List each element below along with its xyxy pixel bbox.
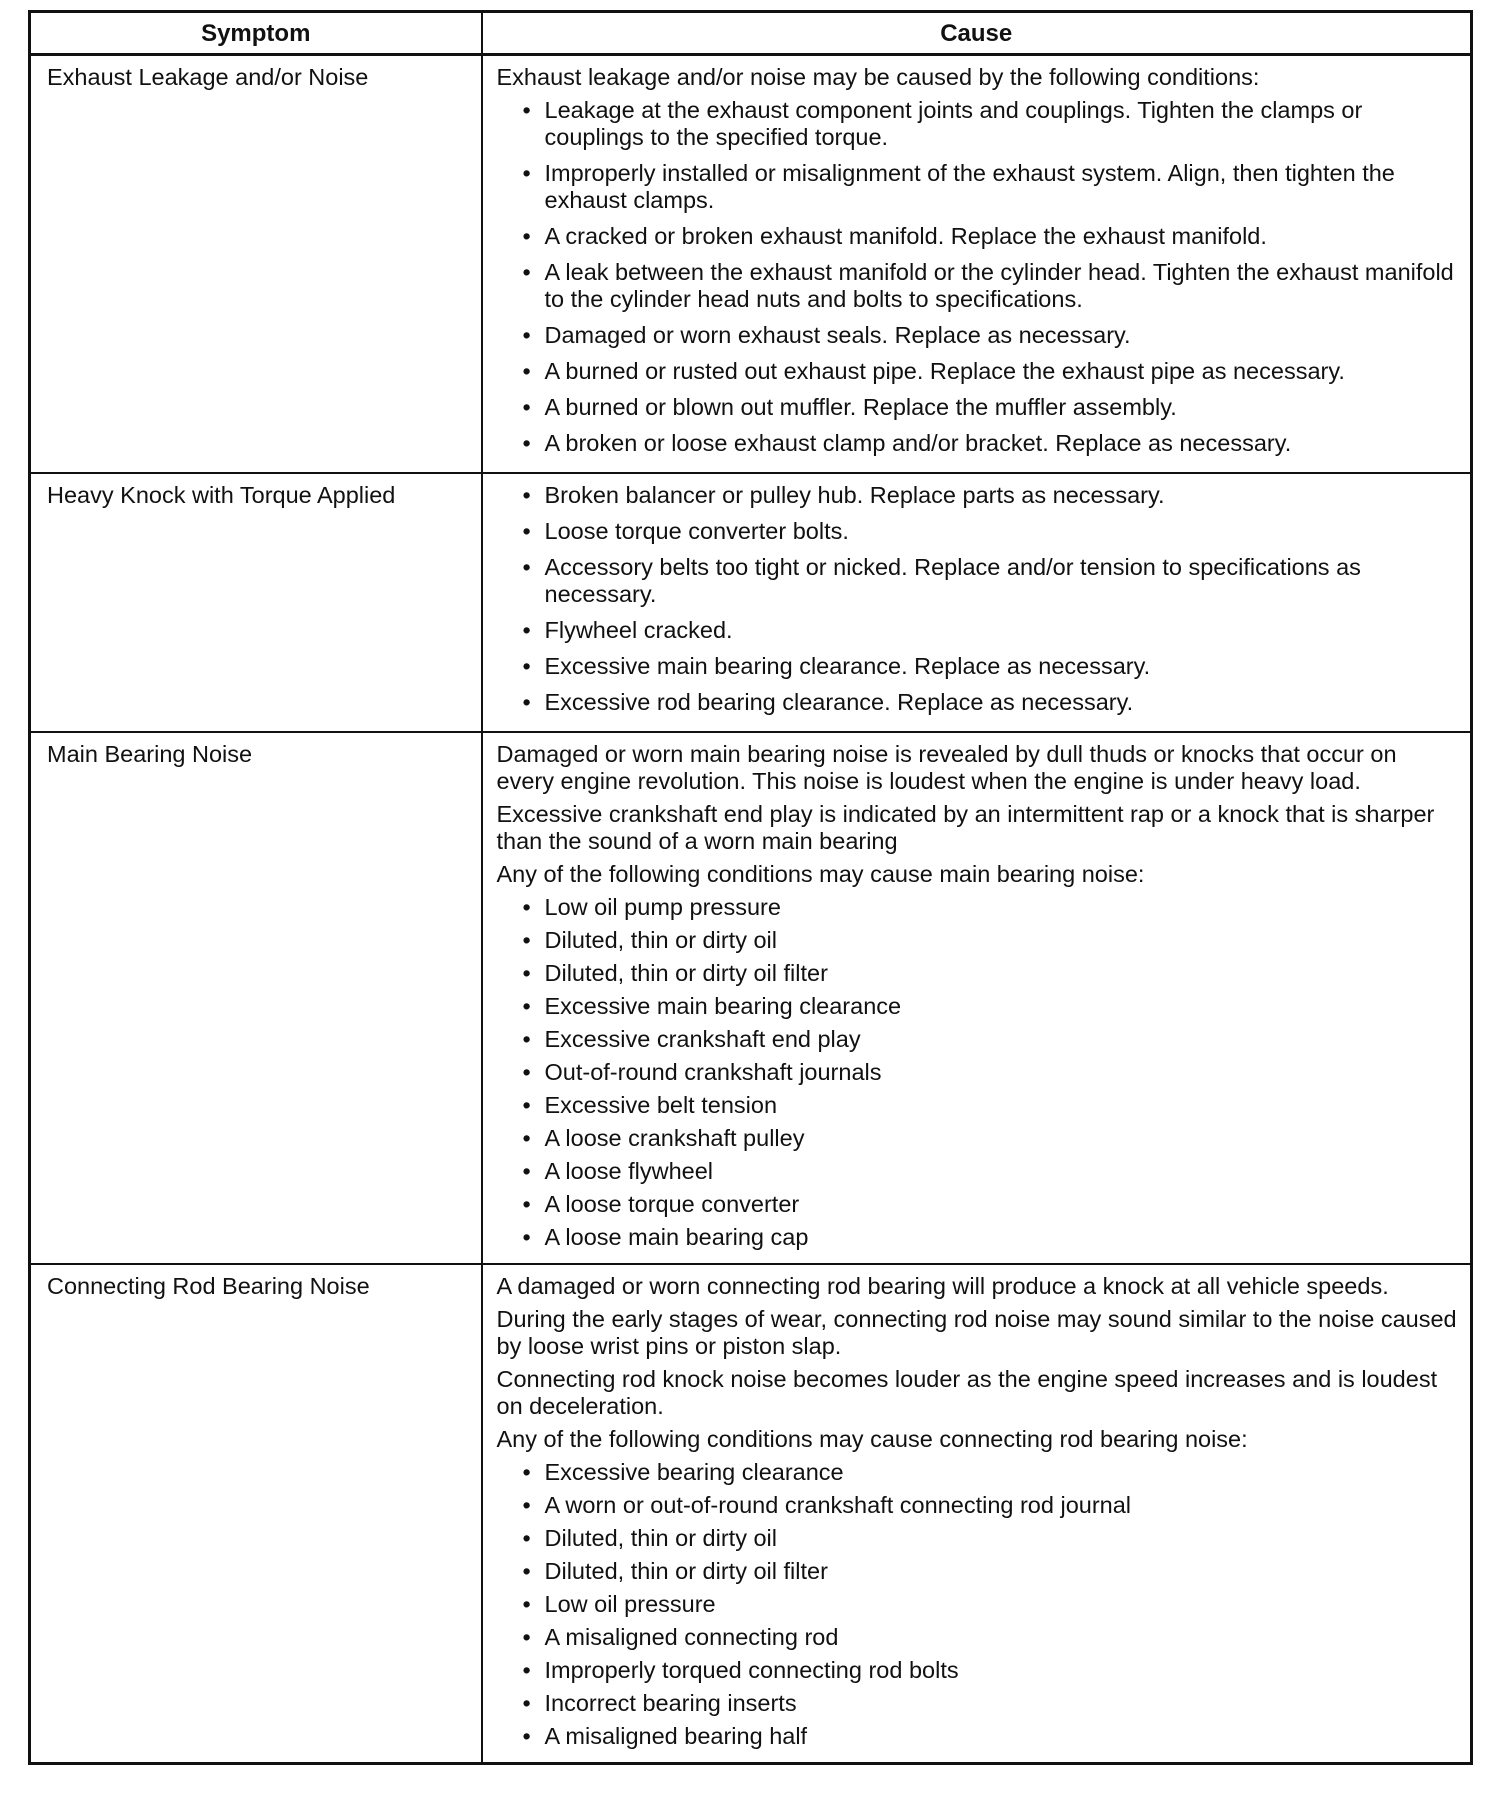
cause-paragraph: Any of the following conditions may cause main bearing noise:: [496, 861, 1145, 887]
cause-bullet-list: [497, 894, 1461, 1251]
list-item: • Flywheel cracked.: [497, 617, 1461, 644]
list-item: • Out-of-round crankshaft journals: [497, 1059, 1461, 1086]
list-item: • Diluted, thin or dirty oil: [497, 927, 1461, 954]
list-item: • Diluted, thin or dirty oil: [497, 1525, 1461, 1552]
symptom-cell: Exhaust Leakage and/or Noise: [30, 55, 482, 474]
list-item: • Incorrect bearing inserts: [497, 1690, 1461, 1717]
list-item: • Loose torque converter bolts.: [497, 518, 1461, 545]
table-row: [30, 732, 1472, 1264]
list-item: • Accessory belts too tight or nicked. Replace and/or tension to specifications as necessary.: [497, 554, 1461, 608]
list-item: • A misaligned bearing half: [497, 1723, 1461, 1750]
cause-column-header: Cause: [482, 12, 1472, 55]
list-item: • Leakage at the exhaust component joints and couplings. Tighten the clamps or couplings to the specified torque.: [497, 97, 1461, 151]
list-item: • Low oil pump pressure: [497, 894, 1461, 921]
cause-paragraph: Damaged or worn main bearing noise is revealed by dull thuds or knocks that occur on every engine revolution. This noise is loudest when the engine is under heavy load.: [496, 741, 1397, 794]
list-item: • A leak between the exhaust manifold or the cylinder head. Tighten the exhaust manifold to the cylinder head nuts and bolts to specifications.: [497, 259, 1461, 313]
list-item: • Excessive main bearing clearance: [497, 993, 1461, 1020]
symptom-cell: Heavy Knock with Torque Applied: [30, 473, 482, 732]
cause-paragraph: A damaged or worn connecting rod bearing will produce a knock at all vehicle speeds.: [496, 1273, 1389, 1299]
symptom-cell: Connecting Rod Bearing Noise: [30, 1264, 482, 1764]
cause-bullet-list: [497, 1459, 1461, 1750]
list-item: • Improperly torqued connecting rod bolts: [497, 1657, 1461, 1684]
cause-cell: [482, 473, 1472, 732]
document-page: [28, 10, 1470, 1765]
list-item: • A misaligned connecting rod: [497, 1624, 1461, 1651]
table-row: [30, 1264, 1472, 1764]
table-body: [30, 55, 1472, 1764]
cause-paragraph: Connecting rod knock noise becomes louder as the engine speed increases and is loudest on deceleration.: [496, 1366, 1438, 1419]
list-item: • Excessive main bearing clearance. Replace as necessary.: [497, 653, 1461, 680]
list-item: • Excessive belt tension: [497, 1092, 1461, 1119]
list-item: • Broken balancer or pulley hub. Replace parts as necessary.: [497, 482, 1461, 509]
cause-cell: [482, 55, 1472, 474]
list-item: • Excessive crankshaft end play: [497, 1026, 1461, 1053]
table-row: [30, 473, 1472, 732]
cause-cell: [482, 732, 1472, 1264]
diagnosis-table: [28, 10, 1473, 1765]
cause-cell: [482, 1264, 1472, 1764]
cause-paragraph: Any of the following conditions may cause connecting rod bearing noise:: [496, 1426, 1248, 1452]
list-item: • Diluted, thin or dirty oil filter: [497, 960, 1461, 987]
cause-bullet-list: [497, 97, 1461, 457]
list-item: • A loose torque converter: [497, 1191, 1461, 1218]
list-item: • A burned or blown out muffler. Replace the muffler assembly.: [497, 394, 1461, 421]
list-item: • Diluted, thin or dirty oil filter: [497, 1558, 1461, 1585]
table-row: [30, 55, 1472, 474]
cause-bullet-list: [497, 482, 1461, 716]
list-item: • Damaged or worn exhaust seals. Replace as necessary.: [497, 322, 1461, 349]
list-item: • A burned or rusted out exhaust pipe. Replace the exhaust pipe as necessary.: [497, 358, 1461, 385]
table-header-row: [30, 12, 1472, 55]
list-item: • A loose crankshaft pulley: [497, 1125, 1461, 1152]
symptom-column-header: Symptom: [30, 12, 482, 55]
list-item: • A loose flywheel: [497, 1158, 1461, 1185]
list-item: • A broken or loose exhaust clamp and/or bracket. Replace as necessary.: [497, 430, 1461, 457]
list-item: • Improperly installed or misalignment of the exhaust system. Align, then tighten the exhaust clamps.: [497, 160, 1461, 214]
cause-paragraph: Excessive crankshaft end play is indicated by an intermittent rap or a knock that is sharper than the sound of a worn main bearing: [496, 801, 1435, 854]
cause-paragraph: Exhaust leakage and/or noise may be caused by the following conditions:: [496, 64, 1260, 90]
list-item: • A worn or out-of-round crankshaft connecting rod journal: [497, 1492, 1461, 1519]
list-item: • Excessive bearing clearance: [497, 1459, 1461, 1486]
cause-paragraph: During the early stages of wear, connecting rod noise may sound similar to the noise caused by loose wrist pins or piston slap.: [496, 1306, 1457, 1359]
symptom-cell: Main Bearing Noise: [30, 732, 482, 1264]
list-item: • A cracked or broken exhaust manifold. Replace the exhaust manifold.: [497, 223, 1461, 250]
list-item: • Excessive rod bearing clearance. Replace as necessary.: [497, 689, 1461, 716]
list-item: • Low oil pressure: [497, 1591, 1461, 1618]
list-item: • A loose main bearing cap: [497, 1224, 1461, 1251]
